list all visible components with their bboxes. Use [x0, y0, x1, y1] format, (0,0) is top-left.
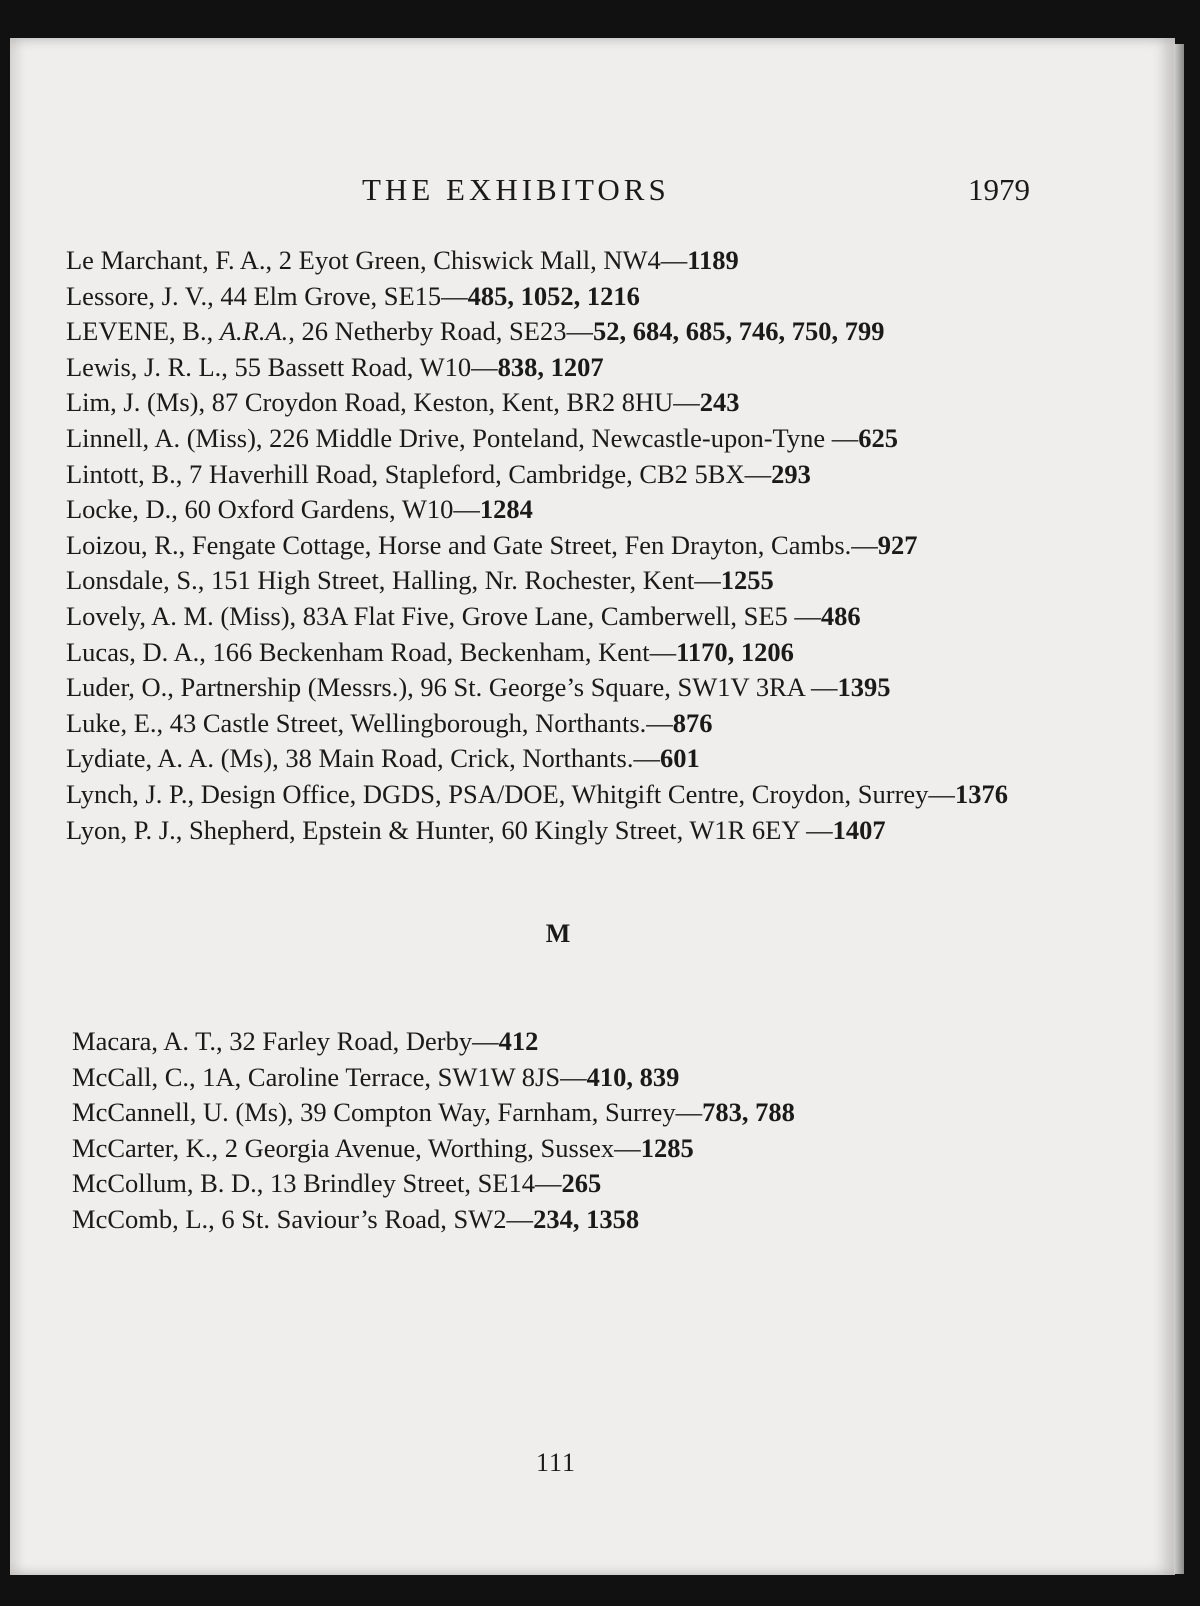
running-header — [0, 172, 1200, 212]
entry-catalogue-numbers: 486 — [820, 600, 861, 631]
entry-text: McCall, C., 1A, Caroline Terrace, SW1W 8JS— — [72, 1061, 587, 1092]
page-number: 111 — [535, 1448, 577, 1477]
entry-text: Linnell, A. (Miss), 226 Middle Drive, Ponteland, Newcastle-upon-Tyne — — [66, 422, 859, 453]
entry-text: Lyon, P. J., Shepherd, Epstein & Hunter, 60 Kingly Street, W1R 6EY — — [66, 814, 833, 845]
exhibitor-entry — [72, 1095, 1036, 1131]
exhibitor-entry — [66, 777, 1036, 813]
entry-catalogue-numbers: 927 — [877, 529, 918, 560]
entry-catalogue-numbers: 243 — [699, 387, 740, 418]
entry-catalogue-numbers: 293 — [771, 458, 811, 489]
entry-text: Lucas, D. A., 166 Beckenham Road, Beckenham, Kent— — [66, 636, 677, 667]
entry-text: Lovely, A. M. (Miss), 83A Flat Five, Grove Lane, Camberwell, SE5 — — [66, 600, 821, 631]
entry-catalogue-numbers: 838, 1207 — [497, 351, 604, 382]
exhibitor-list — [66, 243, 1036, 1238]
entry-catalogue-numbers: 1376 — [954, 778, 1008, 809]
section-letter: M — [545, 919, 571, 949]
entry-catalogue-numbers: 1170, 1206 — [676, 636, 794, 667]
entry-catalogue-numbers: 485, 1052, 1216 — [467, 280, 640, 311]
entry-catalogue-numbers: 1407 — [832, 814, 886, 845]
entry-text: Locke, D., 60 Oxford Gardens, W10— — [66, 494, 480, 525]
entry-catalogue-numbers: 625 — [858, 422, 899, 453]
entry-text: McCannell, U. (Ms), 39 Compton Way, Farnham, Surrey— — [72, 1097, 703, 1128]
header-year: 1979 — [968, 172, 1030, 207]
exhibitor-entry — [66, 599, 1036, 635]
exhibitor-entry — [66, 385, 1036, 421]
entry-text: Loizou, R., Fengate Cottage, Horse and Gate Street, Fen Drayton, Cambs.— — [66, 529, 878, 560]
exhibitor-entry — [72, 1202, 1036, 1238]
entry-catalogue-numbers: 601 — [660, 743, 700, 774]
entry-catalogue-numbers: 1284 — [479, 494, 533, 525]
entry-catalogue-numbers: 1189 — [687, 245, 739, 275]
entry-text: Macara, A. T., 32 Farley Road, Derby— — [72, 1026, 499, 1057]
exhibitor-entry — [66, 635, 1036, 671]
entries-m — [72, 1024, 1036, 1238]
exhibitor-entry — [66, 706, 1036, 742]
exhibitor-entry — [72, 1166, 1036, 1202]
entry-catalogue-numbers: 783, 788 — [702, 1097, 795, 1128]
exhibitor-entry — [66, 350, 1036, 386]
entry-text: Lessore, J. V., 44 Elm Grove, SE15— — [66, 280, 468, 311]
entry-text: Lintott, B., 7 Haverhill Road, Stapleford, Cambridge, CB2 5BX— — [66, 458, 772, 489]
entry-honour: A.R.A. — [219, 316, 289, 347]
entry-text: LEVENE, B., — [66, 316, 220, 347]
entry-catalogue-numbers: 52, 684, 685, 746, 750, 799 — [592, 316, 885, 347]
entries-l — [66, 243, 1036, 848]
entry-catalogue-numbers: 234, 1358 — [533, 1204, 640, 1235]
entry-text: Le Marchant, F. A., 2 Eyot Green, Chiswick Mall, NW4— — [66, 245, 688, 275]
entry-text: Luke, E., 43 Castle Street, Wellingborough, Northants.— — [66, 707, 673, 738]
exhibitor-entry — [66, 528, 1036, 564]
exhibitor-entry — [72, 1060, 1036, 1096]
exhibitor-entry — [66, 243, 1036, 279]
exhibitor-entry — [66, 279, 1036, 315]
entry-catalogue-numbers: 1285 — [640, 1132, 694, 1163]
exhibitor-entry — [72, 1024, 1036, 1060]
entry-text: Lynch, J. P., Design Office, DGDS, PSA/DOE, Whitgift Centre, Croydon, Surrey— — [66, 778, 955, 809]
exhibitor-entry — [66, 457, 1036, 493]
entry-text: Lonsdale, S., 151 High Street, Halling, Nr. Rochester, Kent— — [66, 565, 721, 596]
entry-catalogue-numbers: 410, 839 — [586, 1061, 680, 1092]
exhibitor-entry — [66, 813, 1036, 849]
exhibitor-entry — [66, 741, 1036, 777]
entry-text-cont: , 26 Netherby Road, SE23— — [288, 316, 593, 347]
entry-text: Lydiate, A. A. (Ms), 38 Main Road, Crick, Northants.— — [66, 743, 660, 774]
exhibitor-entry — [72, 1131, 1036, 1167]
entry-text: Lewis, J. R. L., 55 Bassett Road, W10— — [66, 351, 498, 382]
entry-catalogue-numbers: 876 — [672, 707, 713, 738]
exhibitor-entry — [66, 563, 1036, 599]
entry-catalogue-numbers: 1255 — [720, 565, 774, 596]
entry-text: Lim, J. (Ms), 87 Croydon Road, Keston, Kent, BR2 8HU— — [66, 387, 700, 418]
exhibitor-entry — [66, 670, 1036, 706]
page-edge — [1174, 44, 1184, 1574]
exhibitor-entry — [66, 421, 1036, 457]
exhibitor-entry — [66, 314, 1036, 350]
entry-text: McCollum, B. D., 13 Brindley Street, SE14— — [72, 1168, 562, 1199]
entry-catalogue-numbers: 265 — [561, 1168, 602, 1199]
exhibitor-entry — [66, 492, 1036, 528]
entry-text: Luder, O., Partnership (Messrs.), 96 St. George’s Square, SW1V 3RA — — [66, 672, 838, 703]
header-title: THE EXHIBITORS — [362, 172, 670, 207]
entry-catalogue-numbers: 412 — [498, 1026, 539, 1057]
entry-text: McComb, L., 6 St. Saviour’s Road, SW2— — [72, 1204, 534, 1235]
entry-text: McCarter, K., 2 Georgia Avenue, Worthing, Sussex— — [72, 1132, 641, 1163]
entry-catalogue-numbers: 1395 — [837, 672, 891, 703]
